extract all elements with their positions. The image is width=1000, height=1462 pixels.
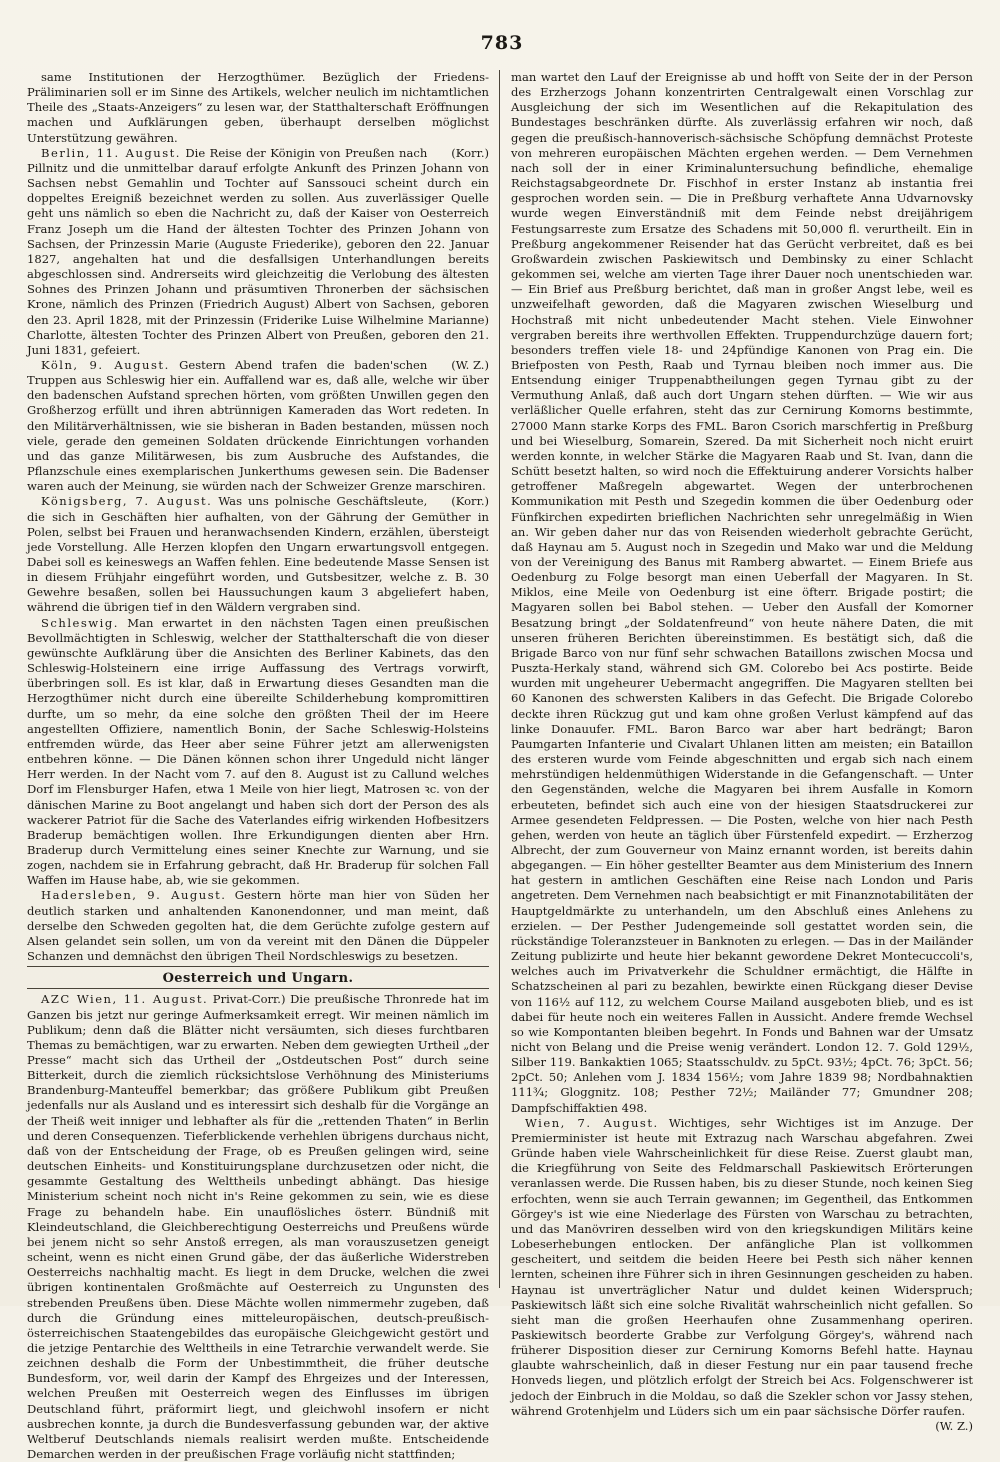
closing-signature: (W. Z.)	[935, 1418, 973, 1433]
article-paragraph	[511, 70, 973, 1116]
left-column	[27, 70, 489, 1462]
article-body-text: Man erwartet in den nächsten Tagen einen preußischen Bevollmächtigten in Schleswig, welcher der Statthalterschaft die von dieser gewünschte Aufklärung über die Ansichten des Berliner Kabinets, das den Schleswig-Holsteinern eine irrige Auffassung des Vertrags vorwirft, überbringen soll. Es ist klar, daß in Erwartung dieses Gesandten man die Herzogthümer nicht durch eine übereilte Schilderhebung kompromittiren durfte, um so mehr, da eine solche den größten Theil der im Heere angestellten Offiziere, namentlich Bonin, der Sache Schleswig-Holsteins entfremden würde, das Heer aber seine Führer jetzt am allerwenigsten entbehren könne. — Die Dänen können schon ihrer Ungeduld nicht länger Herr werden. In der Nacht vom 7. auf den 8. August ist zu Callund welches Dorf im Flensburger Hafen, etwa 1 Meile von hier liegt, Matrosen ꝛc. von der dänischen Marine zu Boot angelangt und haben sich dort der Person des als wackerer Patriot für die Sache des Vaterlandes eifrig wirkenden Hofbesitzers Braderup bemächtigen wollen. Ihre Erkundigungen dienten aber Hrn. Braderup durch Vermittelung eines seiner Knechte zur Warnung, und sie zogen, nachdem sie in Erfahrung gebracht, daß Hr. Braderup für solchen Fall Waffen im Hause habe, ab, wie sie gekommen.	[27, 615, 489, 888]
article-dateline: Hadersleben, 9. August.	[41, 888, 227, 903]
article-paragraph	[27, 146, 489, 358]
article-body-text: Was uns polnische Geschäftsleute, die sich in Geschäften hier aufhalten, von der Gährung der Gemüther in Polen, selbst bei Frauen und heranwachsenden Kindern, erzählen, übersteigt jede Vorstellung. Alle Herzen klopfen den Ungarn erwartungsvoll entgegen. Dabei soll es keineswegs an Waffen fehlen. Eine bedeutende Masse Sensen ist in diesem Frühjahr eingeführt worden, und Gutsbesitzer, welche z. B. 30 Gewehre besaßen, sollen bei Haussuchungen kaum 3 abgeliefert haben, während die übrigen tief in den Wäldern vergraben sind.	[27, 494, 489, 615]
section-articles	[27, 992, 489, 1462]
article-paragraph	[27, 358, 489, 494]
page-number: 783	[480, 32, 524, 54]
article-paragraph	[27, 992, 489, 1462]
article-body-text: Wichtiges, sehr Wichtiges ist im Anzuge. Der Premierminister ist heute mit Extrazug nach Warschau abgefahren. Zwei Gründe haben viele Wahrscheinlichkeit für diese Reise. Zuerst glaubt man, die Kriegführung von Seite des Feldmarschall Paskiewitsch Erörterungen veranlassen werde. Die Russen haben, bis zu dieser Stunde, noch keinen Sieg erfochten, wenn sie auch Terrain gewannen; im Gegentheil, das Entkommen Görgey's ist wie eine Niederlage des Fürsten von Warschau zu betrachten, und das Manövriren desselben wird von den kriegskundigen Militärs keine Lobeserhebungen entlocken. Der anfängliche Plan ist vollkommen gescheitert, und seitdem die beiden Heere bei Pesth sich näher kennen lernten, scheinen ihre Führer sich in ihren Gesinnungen gescheiden zu haben. Haynau ist unverträglicher Natur und duldet keinen Widerspruch; Paskiewitsch läßt sich eine solche Rivalität wahrscheinlich nicht gefallen. So sieht man die großen Heerhaufen ohne Zusammenhang operiren. Paskiewitsch beorderte Grabbe zur Verfolgung Görgey's, während nach früherer Disposition dieser zur Cernirung Komorns Befehl hatte. Haynau glaubte wahrscheinlich, daß in dieser Festung nur ein paar tausend freche Honveds liegen, und plötzlich erfolgt der Streich bei Acs. Folgenschwerer ist jedoch der Einbruch in die Moldau, so daß die Szekler schon vor Jassy stehen, während Grotenhjelm und Lüders sich um ein paar sächsische Dörfer raufen.	[511, 1115, 973, 1418]
article-paragraph	[27, 494, 489, 615]
article-body-text: Gestern hörte man hier von Süden her deutlich starken und anhaltenden Kanonendonner, und man meint, daß derselbe den Schweden gegolten hat, die dem Gerüchte zufolge gestern auf Alsen gelandet sein sollen, um von da vereint mit den Dänen die Düppeler Schanzen und demnächst den übrigen Theil Nordschleswigs zu besetzen.	[27, 888, 489, 964]
right-column	[511, 70, 973, 1433]
section-heading: Oesterreich und Ungarn.	[162, 971, 354, 987]
article-dateline: Köln, 9. August.	[41, 357, 170, 372]
article-signature: (W. Z.)	[451, 357, 489, 372]
article-body-text: Privat-Corr.) Die preußische Thronrede hat im Ganzen bis jetzt nur geringe Aufmerksamkeit erregt. Wir meinen nämlich im Publikum; denn daß die Blätter nicht versäumten, sich dieses furchtbaren Themas zu bemächtigen, war zu erwarten. Neben dem gewiegten Urtheil „der Presse“ macht sich das Urtheil der „Ostdeutschen Post“ durch seine Bitterkeit, durch die ziemlich rücksichtslose Verhöhnung des Ministeriums Brandenburg-Manteuffel bemerkbar; das größere Publikum gibt Preußen jedenfalls nur als Ausland und es interessirt sich deshalb für die Vorgänge an der Theiß weit inniger und lebhafter als für die „rettenden Thaten“ in Berlin und deren Consequenzen. Tieferblickende verhehlen übrigens durchaus nicht, daß von der Entscheidung der Frage, ob es Preußen gelingen wird, seine deutschen Einheits- und Konstituirungsplane durchzusetzen oder nicht, die gesammte Gestaltung des Welttheils unbedingt abhängt. Das hiesige Ministerium scheint noch nicht in's Reine gekommen zu sein, wie es diese Frage zu behandeln habe. Ein unauflösliches österr. Bündniß mit Kleindeutschland, die Gleichberechtigung Oesterreichs und Preußens würde bei jenem nicht so sehr Anstoß erregen, als man vorauszusetzen geneigt scheint, wenn es nicht einen Grund gäbe, der das äußerliche Widerstreben Oesterreichs nachhaltig macht. Es liegt in dem Drucke, welchen die zwei übrigen kontinentalen Großmächte auf Oesterreich zu Ungunsten des strebenden Preußens üben. Diese Mächte wollen nimmermehr zugeben, daß durch die Gründung eines mitteleuropäischen, deutsch-preußisch-österreichischen Staatengebildes das europäische Gleichgewicht gestört und die jetzige Pentarchie des Welttheils in eine Tetrarchie verwandelt werde. Sie zeichnen deshalb die Form der Unbestimmtheit, die früher deutsche Bundesform, vor, weil darin der Kampf des Ehrgeizes und der Interessen, welchen Preußen mit Oesterreich wegen des Einflusses im übrigen Deutschland führt, präformirt liegt, und gleichwohl insofern er nicht ausbrechen konnte, ja durch die Bundesverfassung gebunden war, der aktive Weltberuf Deutschlands niemals realisirt werden mußte. Entscheidende Demarchen werden in der preußischen Frage vorläufig nicht stattfinden;	[27, 992, 489, 1462]
article-paragraph	[511, 1116, 973, 1419]
article-dateline: Wien, 7. August.	[525, 1115, 659, 1130]
article-paragraph	[27, 616, 489, 889]
left-column-articles	[27, 70, 489, 964]
column-divider	[499, 70, 500, 1288]
article-signature: (Korr.)	[451, 145, 489, 160]
article-body-text: Die Reise der Königin von Preußen nach Pillnitz und die unmittelbar darauf erfolgte Ankunft des Prinzen Johann von Sachsen nebst Gemahlin und Tochter auf Sanssouci scheint durch ein doppeltes Ereigniß bezeichnet werden zu sollen. Aus zuverlässiger Quelle geht uns nämlich so eben die Nachricht zu, daß der Kaiser von Oesterreich Franz Joseph um die Hand der ältesten Tochter des Prinzen Johann von Sachsen, der Prinzessin Marie (Auguste Friederike), geboren den 22. Januar 1827, angehalten hat und die desfallsigen Unterhandlungen bereits abgeschlossen sind. Andrerseits wird gleichzeitig die Verlobung des ältesten Sohnes des Prinzen Johann und präsumtiven Thronerben der sächsischen Krone, nämlich des Prinzen (Friedrich August) Albert von Sachsen, geboren den 23. April 1828, mit der Prinzessin (Friderike Luise Wilhelmine Marianne) Charlotte, ältesten Tochter des Prinzen Albert von Preußen, geboren den 21. Juni 1831, gefeiert.	[27, 145, 489, 357]
right-column-articles	[511, 70, 973, 1419]
article-signature: (Korr.)	[451, 494, 489, 509]
article-paragraph	[27, 70, 489, 146]
article-dateline: Schleswig.	[41, 615, 119, 630]
section-rule-bottom	[27, 988, 489, 989]
section-rule-top	[27, 966, 489, 967]
article-dateline: AZC Wien, 11. August.	[41, 992, 209, 1007]
article-dateline: Königsberg, 7. August.	[41, 494, 213, 509]
article-body-text: same Institutionen der Herzogthümer. Bezüglich der Friedens-Präliminarien soll er im Sinne des Artikels, welcher neulich im nichtamtlichen Theile des „Staats-Anzeigers“ zu lesen war, der Statthalterschaft Eröffnungen machen und Aufklärungen geben, überhaupt derselben möglichst Unterstützung gewähren.	[27, 70, 489, 145]
article-body-text: Gestern Abend trafen die baden'schen Truppen aus Schleswig hier ein. Auffallend war es, daß alle, welche wir über den badenschen Aufstand sprechen hörten, vom größten Unwillen gegen den Großherzog erfüllt und ihren abtrünnigen Kameraden das Wort redeten. In den Militärverhältnissen, wie sie bisheran in Baden bestanden, müssen noch viele, gerade den gemeinen Soldaten drückende Einrichtungen vorhanden und das ganze Militärwesen, bis zum Ausbruche des Aufstandes, die Pflanzschule eines exemplarischen Junkerthums gewesen sein. Die Badenser waren auch der Meinung, sie würden nach der Schweizer Grenze marschiren.	[27, 357, 489, 494]
article-dateline: Berlin, 11. August.	[41, 145, 181, 160]
article-body-text: man wartet den Lauf der Ereignisse ab und hofft von Seite der in der Person des Erzherzogs Johann konzentrirten Centralgewalt einen Vorschlag zur Ausgleichung der sich im Wesentlichen auf die Rekapitulation des Bundestages beschränken dürfte. Als zuverlässig erfahren wir noch, daß gegen die preußisch-hannoverisch-sächsische Schöpfung demnächst Proteste von mehreren europäischen Mächten ergehen werden. — Dem Vernehmen nach soll der in einer Kriminaluntersuchung befindliche, ehemalige Reichstagsabgeordnete Dr. Fischhof in erster Instanz ab instantia frei gesprochen worden sein. — Die in Preßburg verhaftete Anna Udvarnovsky wurde wegen Einverständniß mit dem Feinde nebst dreijährigem Festungsarreste zum Ersatze des Schadens mit 50,000 fl. verurtheilt. Ein in Preßburg angekommener Reisender hat das Gerücht verbreitet, daß es bei Großwardein zwischen Paskiewitsch und Dembinsky zu einer Schlacht gekommen sei, welche am vierten Tage ihrer Dauer noch unentschieden war. — Ein Brief aus Preßburg berichtet, daß man in großer Angst lebe, weil es unzweifelhaft geworden, daß die Magyaren zwischen Wieselburg und Hochstraß mit nicht unbedeutender Macht stehen. Viele Einwohner vergraben bereits ihre werthvollen Effekten. Truppendurchzüge dauern fort; besonders treffen viele 18- und 24pfündige Kanonen von Prag ein. Die Briefposten von Pesth, Raab und Tyrnau bleiben noch immer aus. Die Entsendung einiger Truppenabtheilungen gegen Tyrnau gibt zu der Vermuthung Anlaß, daß auch dort Ungarn stehen dürften. — Wie wir aus verläßlicher Quelle erfahren, steht das zur Cernirung Komorns bestimmte, 27000 Mann starke Korps des FML. Baron Csorich marschfertig in Preßburg und bei Wieselburg, Somarein, Szered. Da mit Sicherheit noch nicht eruirt werden konnte, in welcher Stärke die Magyaren Raab und St. Ivan, dann die Schütt besetzt halten, so wird noch die Effektuirung anderer Vorsichts halber getroffener Maßregeln abgewartet. Wegen der unterbrochenen Kommunikation mit Pesth und Szegedin kommen die über Oedenburg oder Fünfkirchen expedirten brieflichen Nachrichten sehr unregelmäßig in Wien an. Wir geben daher nur das von Reisenden wiederholt gebrachte Gerücht, daß Haynau am 5. August noch in Szegedin und Mako war und die Meldung von der Vereinigung des Banus mit Ramberg abwartet. — Einem Briefe aus Oedenburg zu Folge besorgt man einen Ueberfall der Magyaren. In St. Miklos, eine Meile von Oedenburg ist eine öfterr. Brigade postirt; die Magyaren sollen bei Babol stehen. — Ueber den Ausfall der Komorner Besatzung bringt „der Soldatenfreund“ von heute nähere Daten, die mit unseren früheren Berichten übereinstimmen. Es bestätigt sich, daß die Brigade Barco von nur fünf sehr schwachen Bataillons zwischen Mocsa und Puszta-Herkaly stand, während sich GM. Colorebo bei Acs postirte. Beide wurden mit ungeheurer Uebermacht angegriffen. Die Magyaren stellten bei 60 Kanonen des schwersten Kalibers in das Gefecht. Die Brigade Colorebo deckte ihren Rückzug gut und kam ohne großen Verlust kämpfend auf das linke Donauufer. FML. Baron Barco war aber hart bedrängt; Baron Paumgarten Infanterie und Civalart Uhlanen litten am meisten; ein Bataillon des ersteren wurde vom Feinde abgeschnitten und ergab sich nach einem mehrstündigen heldenmüthigen Widerstande in die Gefangenschaft. — Unter den Gegenständen, welche die Magyaren bei ihrem Ausfalle in Komorn erbeuteten, befindet sich auch eine von der hiesigen Staatsdruckerei zur Armee gesendeten Feldpressen. — Die Posten, welche von hier nach Pesth gehen, werden von heute an täglich über Fürstenfeld expedirt. — Erzherzog Albrecht, der zum Gouverneur von Mainz ernannt worden, ist bereits dahin abgegangen. — Ein höher gestellter Beamter aus dem Ministerium des Innern hat gestern in amtlichen Geschäften eine Reise nach London und Paris angetreten. Dem Vernehmen nach beabsichtigt er mit Finanznotabilitäten der Hauptgeldmärkte zu unterhandeln, um den Abschluß eines Anlehens zu erzielen. — Der Pesther Judengemeinde soll gestattet worden sein, die rückständige Toleranzsteuer in Banknoten zu erlegen. — Das in der Mailänder Zeitung publizirte und heute hier bekannt gewordene Dekret Montecuccoli's, welches auch im Privatverkehr die Schuldner ermächtigt, die Hälfte in Schatzscheinen al pari zu bezahlen, bewirkte einen Rückgang dieser Devise von 116½ auf 112, zu welchem Course Mailand ausgeboten blieb, und es ist dabei für heute noch ein weiteres Fallen in Aussicht. Andere fremde Wechsel so wie Kompontanten bleiben begehrt. In Fonds und Bahnen war der Umsatz nicht von Belang und die Preise wenig verändert. London 12. 7. Gold 129½, Silber 119. Bankaktien 1065; Staatsschuldv. zu 5pCt. 93½; 4pCt. 76; 3pCt. 56; 2pCt. 50; Anlehen vom J. 1834 156½; vom Jahre 1839 98; Nordbahnaktien 111¾; Gloggnitz. 108; Pesther 72½; Mailänder 77; Gmundner 208; Dampfschiffaktien 498.	[511, 70, 973, 1115]
article-paragraph	[27, 888, 489, 964]
